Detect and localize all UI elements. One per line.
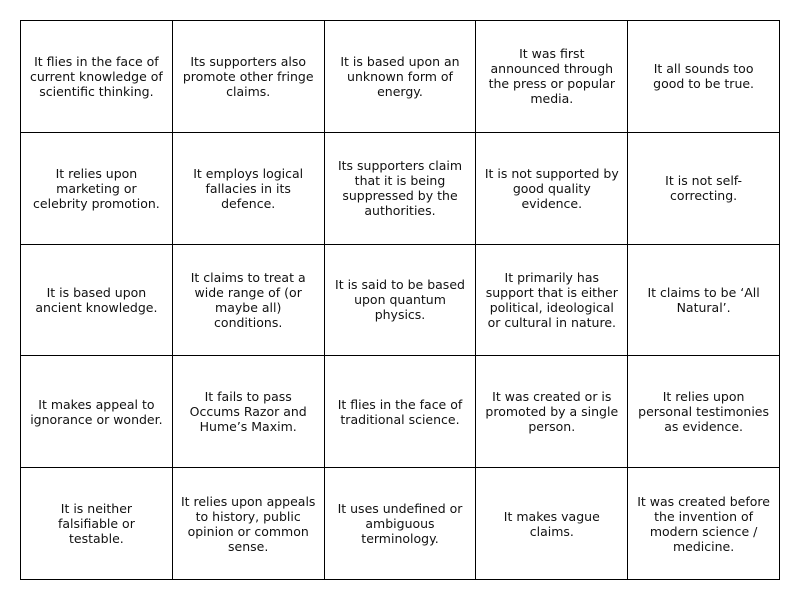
grid-cell: [173, 21, 325, 133]
grid-cell: [628, 21, 780, 133]
grid-cell: [476, 21, 628, 133]
grid-cell: [325, 245, 477, 357]
grid-cell: [628, 133, 780, 245]
cell-text: It flies in the face of current knowledge of scientific thinking.: [29, 53, 163, 99]
cell-text: It was first announced through the press or popular media.: [488, 46, 616, 107]
cell-text: It is not self-correcting.: [665, 173, 743, 204]
grid-cell: [628, 356, 780, 468]
grid-cell: [173, 133, 325, 245]
cell-text: It is neither falsifiable or testable.: [57, 501, 135, 547]
cell-text: It was created or is promoted by a single person.: [485, 389, 619, 435]
cell-text: It employs logical fallacies in its defence.: [193, 165, 304, 211]
cell-text: Its supporters claim that it is being suppressed by the authorities.: [337, 158, 463, 219]
grid-cell: [173, 356, 325, 468]
cell-text: It relies upon personal testimonies as evidence.: [638, 389, 770, 435]
cell-text: It relies upon appeals to history, public opinion or common sense.: [180, 493, 316, 554]
grid-cell: [21, 21, 173, 133]
grid-cell: [476, 245, 628, 357]
cell-text: It claims to treat a wide range of (or maybe all) conditions.: [190, 269, 306, 330]
grid-cell: [21, 133, 173, 245]
grid-cell: [628, 245, 780, 357]
grid-cell: [325, 133, 477, 245]
cell-text: It makes appeal to ignorance or wonder.: [30, 396, 163, 427]
cell-text: It all sounds too good to be true.: [653, 61, 755, 92]
grid-cell: [476, 468, 628, 580]
cell-text: Its supporters also promote other fringe claims.: [182, 53, 314, 99]
cell-text: It is not supported by good quality evidence.: [484, 165, 619, 211]
cell-text: It fails to pass Occums Razor and Hume’s Maxim.: [189, 389, 307, 435]
grid-cell: [476, 133, 628, 245]
cell-text: It is said to be based upon quantum physics.: [335, 277, 465, 323]
grid-cell: [21, 468, 173, 580]
cell-text: It primarily has support that is either political, ideological or cultural in nature.: [485, 269, 618, 330]
cell-text: It flies in the face of traditional science.: [337, 396, 463, 427]
grid-cell: [21, 356, 173, 468]
cell-text: It relies upon marketing or celebrity promotion.: [33, 165, 160, 211]
cell-text: It was created before the invention of modern science / medicine.: [637, 493, 770, 554]
grid-cell: [628, 468, 780, 580]
cell-text: It makes vague claims.: [503, 508, 600, 539]
cell-text: It uses undefined or ambiguous terminology.: [337, 501, 463, 547]
grid-cell: [325, 21, 477, 133]
bingo-card-grid: [20, 20, 780, 580]
grid-cell: [325, 468, 477, 580]
grid-cell: [325, 356, 477, 468]
grid-cell: [21, 245, 173, 357]
cell-text: It is based upon an unknown form of energy.: [340, 53, 460, 99]
grid-cell: [476, 356, 628, 468]
grid-cell: [173, 245, 325, 357]
grid-cell: [173, 468, 325, 580]
cell-text: It is based upon ancient knowledge.: [35, 284, 158, 315]
cell-text: It claims to be ‘All Natural’.: [647, 284, 760, 315]
